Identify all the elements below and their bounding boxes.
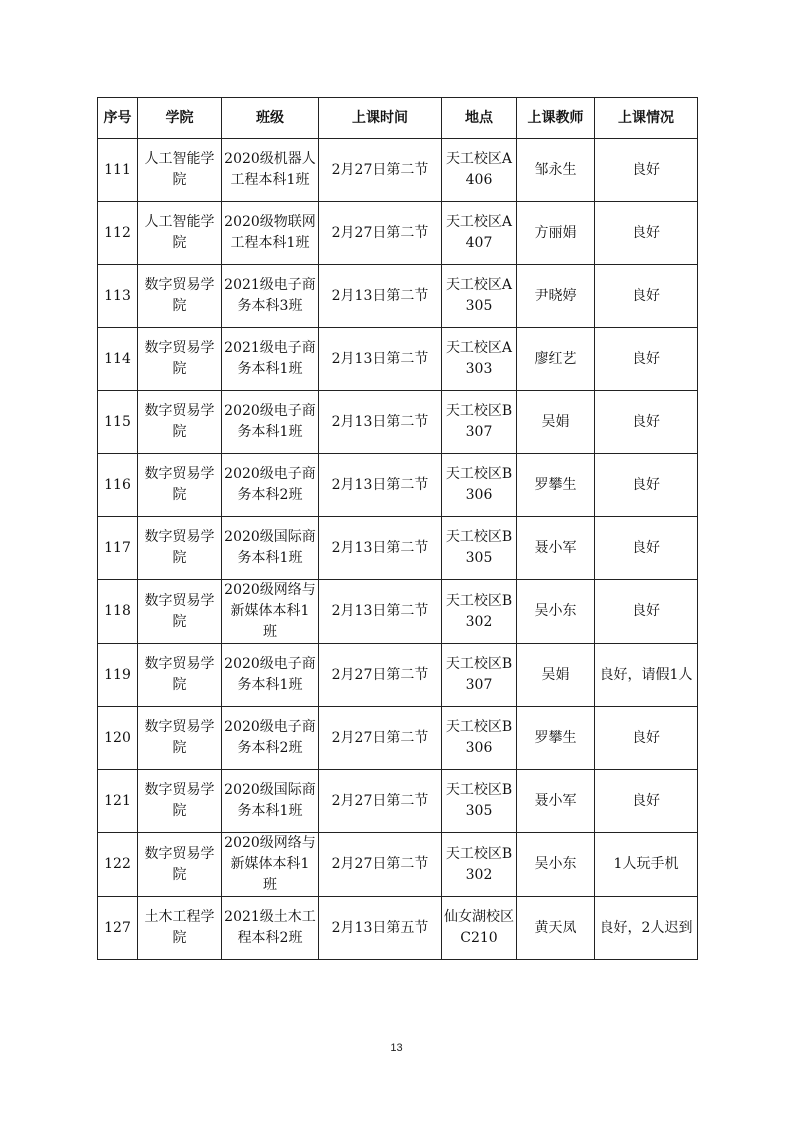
- cell-college-text: 数字贸易学院: [144, 277, 215, 314]
- table-row: [98, 644, 698, 707]
- cell-college: [138, 707, 222, 770]
- cell-class: [222, 328, 319, 391]
- cell-status-text: 良好，2人迟到: [599, 919, 693, 936]
- cell-place: [442, 391, 517, 454]
- cell-status-text: 良好，请假1人: [599, 666, 693, 683]
- cell-place: [442, 770, 517, 833]
- cell-status: [595, 517, 698, 580]
- cell-no-text: 113: [104, 287, 131, 304]
- cell-no: [98, 265, 138, 328]
- cell-status-text: 良好: [632, 350, 660, 367]
- cell-teacher: [517, 265, 595, 328]
- table-row: [98, 580, 698, 644]
- header-teacher: 上课教师: [517, 98, 595, 139]
- header-time: 上课时间: [319, 98, 442, 139]
- cell-teacher: [517, 897, 595, 960]
- cell-class: [222, 265, 319, 328]
- cell-college-text: 人工智能学院: [144, 214, 215, 251]
- cell-no-text: 127: [104, 919, 131, 936]
- cell-time-text: 2月27日第二节: [331, 224, 429, 241]
- cell-status-text: 良好: [632, 603, 660, 619]
- cell-place-text: 天工校区B305: [445, 529, 513, 566]
- cell-status-text: 良好: [632, 224, 660, 241]
- cell-status: [595, 391, 698, 454]
- cell-no-text: 119: [104, 666, 131, 683]
- cell-time: [319, 454, 442, 517]
- cell-time: [319, 517, 442, 580]
- cell-place: [442, 517, 517, 580]
- cell-no-text: 114: [104, 350, 131, 367]
- header-status: 上课情况: [595, 98, 698, 139]
- cell-class-text: 2021级土木工程本科2班: [224, 909, 316, 946]
- cell-class: [222, 391, 319, 454]
- cell-teacher-text: 吴娟: [541, 666, 570, 683]
- cell-class: [222, 454, 319, 517]
- cell-teacher-text: 邹永生: [534, 161, 577, 178]
- cell-time-text: 2月27日第二节: [331, 792, 429, 809]
- cell-college: [138, 328, 222, 391]
- cell-class-text: 2021级电子商务本科3班: [224, 277, 316, 314]
- table-row: [98, 202, 698, 265]
- cell-teacher-text: 罗攀生: [534, 729, 577, 746]
- cell-class-text: 2020级国际商务本科1班: [224, 529, 316, 566]
- cell-place-text: 天工校区A407: [445, 214, 513, 251]
- cell-no: [98, 833, 138, 897]
- cell-teacher-text: 聂小军: [534, 539, 577, 556]
- cell-college: [138, 391, 222, 454]
- cell-place: [442, 897, 517, 960]
- cell-status: [595, 833, 698, 897]
- cell-class: [222, 707, 319, 770]
- cell-status-text: 良好: [632, 792, 660, 809]
- cell-time-text: 2月13日第二节: [331, 287, 429, 304]
- cell-class-text: 2020级机器人工程本科1班: [224, 151, 316, 188]
- table-row: [98, 517, 698, 580]
- cell-teacher-text: 聂小军: [534, 792, 577, 809]
- cell-college-text: 数字贸易学院: [144, 845, 215, 883]
- cell-place-text: 天工校区B302: [445, 592, 513, 630]
- header-college: 学院: [138, 98, 222, 139]
- cell-time: [319, 833, 442, 897]
- cell-teacher-text: 方丽娟: [534, 224, 577, 241]
- cell-no-text: 112: [104, 224, 131, 241]
- cell-teacher: [517, 770, 595, 833]
- cell-time-text: 2月13日第二节: [331, 350, 429, 367]
- cell-no: [98, 139, 138, 202]
- table-row: [98, 454, 698, 517]
- cell-no-text: 116: [104, 476, 131, 493]
- cell-status: [595, 328, 698, 391]
- cell-teacher: [517, 580, 595, 644]
- header-no: 序号: [98, 98, 138, 139]
- table-row: [98, 707, 698, 770]
- cell-time: [319, 391, 442, 454]
- cell-teacher-text: 廖红艺: [534, 350, 577, 367]
- cell-place: [442, 328, 517, 391]
- cell-time-text: 2月27日第二节: [331, 856, 429, 872]
- cell-place-text: 天工校区B307: [445, 656, 513, 693]
- cell-status-text: 1人玩手机: [613, 856, 679, 872]
- cell-college-text: 数字贸易学院: [144, 719, 215, 756]
- cell-teacher: [517, 707, 595, 770]
- cell-place: [442, 833, 517, 897]
- cell-time-text: 2月13日第二节: [331, 539, 429, 556]
- cell-teacher: [517, 644, 595, 707]
- cell-status-text: 良好: [632, 413, 660, 430]
- cell-time: [319, 580, 442, 644]
- cell-status: [595, 897, 698, 960]
- cell-status: [595, 770, 698, 833]
- table-row: [98, 265, 698, 328]
- cell-teacher: [517, 454, 595, 517]
- cell-class-text: 2021级电子商务本科1班: [224, 340, 316, 377]
- cell-status: [595, 580, 698, 644]
- cell-place: [442, 202, 517, 265]
- cell-time-text: 2月27日第二节: [331, 161, 429, 178]
- cell-teacher: [517, 139, 595, 202]
- cell-place-text: 仙女湖校区C210: [444, 909, 514, 946]
- table-header-row: [98, 98, 698, 139]
- cell-no-text: 115: [104, 413, 131, 430]
- cell-no-text: 122: [104, 856, 131, 872]
- table-row: [98, 897, 698, 960]
- cell-time-text: 2月13日第二节: [331, 413, 429, 430]
- cell-class-text: 2020级电子商务本科2班: [224, 466, 316, 503]
- cell-college-text: 数字贸易学院: [144, 782, 215, 819]
- table-row: [98, 770, 698, 833]
- cell-place: [442, 265, 517, 328]
- cell-status-text: 良好: [632, 476, 660, 493]
- cell-teacher-text: 黄天凤: [534, 919, 577, 936]
- cell-time: [319, 897, 442, 960]
- cell-college-text: 数字贸易学院: [144, 656, 215, 693]
- cell-place-text: 天工校区B305: [445, 782, 513, 819]
- cell-no: [98, 391, 138, 454]
- cell-class-text: 2020级国际商务本科1班: [224, 782, 316, 819]
- cell-class-text: 2020级电子商务本科1班: [224, 403, 316, 440]
- cell-no: [98, 517, 138, 580]
- cell-class-text: 2020级物联网工程本科1班: [224, 214, 316, 251]
- cell-no-text: 117: [104, 539, 131, 556]
- cell-college: [138, 897, 222, 960]
- cell-class: [222, 202, 319, 265]
- cell-class-text: 2020级网络与新媒体本科1班: [224, 835, 316, 893]
- header-place: 地点: [442, 98, 517, 139]
- cell-place-text: 天工校区B302: [445, 845, 513, 883]
- cell-college: [138, 265, 222, 328]
- cell-college-text: 数字贸易学院: [144, 592, 215, 630]
- cell-class: [222, 770, 319, 833]
- class-inspection-table: [97, 97, 698, 960]
- cell-time: [319, 328, 442, 391]
- cell-place: [442, 139, 517, 202]
- cell-college-text: 数字贸易学院: [144, 340, 215, 377]
- cell-time: [319, 770, 442, 833]
- cell-status-text: 良好: [632, 539, 660, 556]
- cell-time: [319, 265, 442, 328]
- cell-time: [319, 644, 442, 707]
- cell-class: [222, 897, 319, 960]
- cell-status-text: 良好: [632, 161, 660, 178]
- cell-no-text: 121: [104, 792, 131, 809]
- cell-teacher: [517, 833, 595, 897]
- cell-status-text: 良好: [632, 287, 660, 304]
- cell-class-text: 2020级网络与新媒体本科1班: [224, 582, 316, 640]
- cell-status: [595, 454, 698, 517]
- cell-place-text: 天工校区A305: [445, 277, 513, 314]
- cell-time-text: 2月27日第二节: [331, 666, 429, 683]
- table-row: [98, 833, 698, 897]
- cell-place: [442, 707, 517, 770]
- cell-teacher-text: 罗攀生: [534, 476, 577, 493]
- cell-teacher-text: 吴小东: [534, 856, 577, 872]
- cell-college: [138, 833, 222, 897]
- page-number: 13: [390, 1042, 403, 1054]
- cell-class-text: 2020级电子商务本科2班: [224, 719, 316, 756]
- cell-teacher-text: 尹晓婷: [534, 287, 577, 304]
- cell-no: [98, 454, 138, 517]
- cell-college-text: 数字贸易学院: [144, 466, 215, 503]
- cell-time: [319, 707, 442, 770]
- cell-place-text: 天工校区B307: [445, 403, 513, 440]
- cell-place-text: 天工校区B306: [445, 466, 513, 503]
- cell-status: [595, 202, 698, 265]
- cell-teacher: [517, 517, 595, 580]
- cell-college: [138, 770, 222, 833]
- cell-no-text: 111: [104, 161, 131, 178]
- cell-college-text: 土木工程学院: [144, 909, 215, 946]
- cell-status: [595, 644, 698, 707]
- cell-no: [98, 580, 138, 644]
- cell-status: [595, 265, 698, 328]
- cell-no: [98, 328, 138, 391]
- table-row: [98, 391, 698, 454]
- cell-class: [222, 833, 319, 897]
- cell-time-text: 2月13日第二节: [331, 476, 429, 493]
- cell-place: [442, 644, 517, 707]
- cell-teacher: [517, 391, 595, 454]
- cell-no: [98, 644, 138, 707]
- cell-college-text: 数字贸易学院: [144, 403, 215, 440]
- cell-teacher: [517, 328, 595, 391]
- cell-place-text: 天工校区A303: [445, 340, 513, 377]
- cell-status-text: 良好: [632, 729, 660, 746]
- cell-class: [222, 644, 319, 707]
- cell-teacher-text: 吴小东: [534, 603, 577, 619]
- cell-college: [138, 139, 222, 202]
- table-row: [98, 139, 698, 202]
- cell-college: [138, 202, 222, 265]
- cell-class: [222, 517, 319, 580]
- cell-college-text: 数字贸易学院: [144, 529, 215, 566]
- cell-class-text: 2020级电子商务本科1班: [224, 656, 316, 693]
- cell-no: [98, 707, 138, 770]
- cell-college: [138, 517, 222, 580]
- table-body: [98, 139, 698, 960]
- cell-time-text: 2月13日第二节: [331, 603, 429, 619]
- cell-time: [319, 139, 442, 202]
- cell-place-text: 天工校区A406: [445, 151, 513, 188]
- cell-status: [595, 139, 698, 202]
- cell-class: [222, 580, 319, 644]
- cell-time-text: 2月13日第五节: [331, 919, 429, 936]
- cell-college: [138, 580, 222, 644]
- cell-no-text: 118: [104, 603, 131, 619]
- cell-time: [319, 202, 442, 265]
- cell-place: [442, 580, 517, 644]
- cell-college: [138, 644, 222, 707]
- cell-teacher: [517, 202, 595, 265]
- cell-time-text: 2月27日第二节: [331, 729, 429, 746]
- cell-place: [442, 454, 517, 517]
- cell-teacher-text: 吴娟: [541, 413, 570, 430]
- cell-no-text: 120: [104, 729, 131, 746]
- cell-place-text: 天工校区B306: [445, 719, 513, 756]
- cell-no: [98, 202, 138, 265]
- cell-status: [595, 707, 698, 770]
- cell-class: [222, 139, 319, 202]
- header-class: 班级: [222, 98, 319, 139]
- cell-college-text: 人工智能学院: [144, 151, 215, 188]
- cell-no: [98, 770, 138, 833]
- table-row: [98, 328, 698, 391]
- cell-college: [138, 454, 222, 517]
- cell-no: [98, 897, 138, 960]
